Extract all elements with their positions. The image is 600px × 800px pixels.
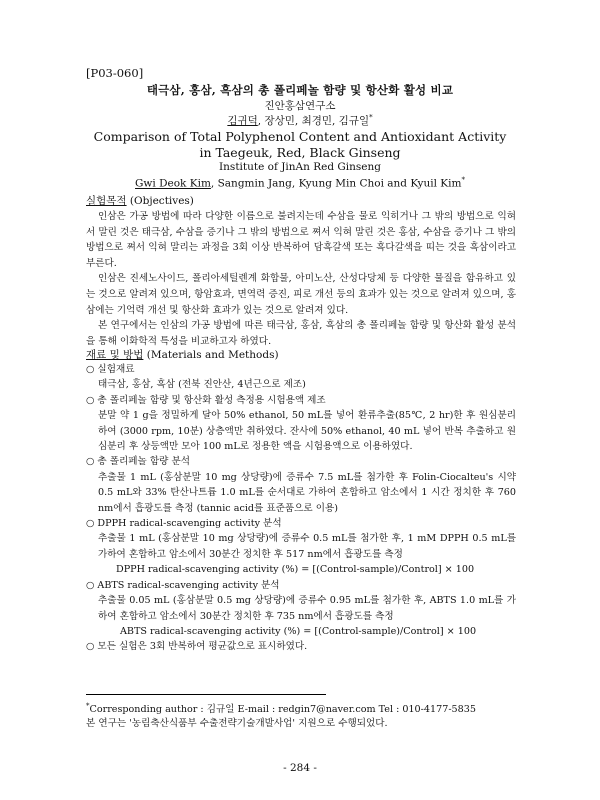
star-mark-en: * [461,176,465,184]
objectives-heading [86,193,194,208]
poster-code: [P03-060] [86,66,144,80]
method-heading: ○ ABTS radical-scavenging activity 분석 [86,579,280,591]
objectives-paragraph: 인삼은 진세노사이드, 폴리아세틸렌계 화합물, 아미노산, 산성다당체 등 다양한 물질을 함유하고 있는 것으로 알려져 있으며, 항암효과, 면역력 증진, 피로 개선 등의 효과가 있는 것으로 알려져 있으며, 홍삼에는 기억력 개선 및 항산화 효과가 있는 것으로 알려져 있다. [86,273,516,316]
methods-title-en: (Materials and Methods) [143,349,279,361]
objectives-title-en: (Objectives) [126,195,194,207]
corresponding-author-en: Gwi Deok Kim [135,177,211,190]
footnote-line1: Corresponding author : 김규일 E-mail : redgin7@naver.com Tel : 010-4177-5835 [89,704,476,716]
method-heading: ○ 모든 실험은 3회 반복하여 평균값으로 표시하였다. [86,641,308,653]
footnote-rule [86,694,326,695]
objectives-title-ko: 실험목적 [86,195,127,207]
authors-english [0,176,600,190]
title-english-line1: Comparison of Total Polyphenol Content and Antioxidant Activity [93,129,507,144]
method-heading: ○ DPPH radical-scavenging activity 분석 [86,518,282,530]
objectives-body [86,209,516,349]
title-english-line2: in Taegeuk, Red, Black Ginseng [199,145,401,160]
methods-title-ko: 재료 및 방법 [86,349,144,361]
footnote-corresponding [86,699,526,717]
method-body: 태극삼, 홍삼, 흑삼 (전북 진안산, 4년근으로 제조) [98,379,306,391]
authors-en-rest: , Sangmin Jang, Kyung Min Choi and Kyuil Kim [210,177,462,190]
method-formula: ABTS radical-scavenging activity (%) = [(Control-sample)/Control] × 100 [120,625,477,637]
method-heading: ○ 총 폴리페놀 함량 및 항산화 활성 측정용 시험용액 제조 [86,394,326,406]
footnote [86,699,526,731]
affiliation-korean: 진안홍삼연구소 [264,100,336,112]
footnote-funding: 본 연구는 '농림축산식품부 수출전략기술개발사업' 지원으로 수행되었다. [86,718,388,730]
method-formula: DPPH radical-scavenging activity (%) = [(Control-sample)/Control] × 100 [116,564,475,576]
affiliation-english: Institute of JinAn Red Ginseng [219,161,381,173]
title-korean: 태극삼, 홍삼, 흑삼의 총 폴리페놀 함량 및 항산화 활성 비교 [146,83,454,97]
method-body: 추출물 1 mL (홍삼분말 10 mg 상당량)에 증류수 7.5 mL를 첨가한 후 Folin-Ciocalteu's 시약 0.5 mL와 33% 탄산나트륨 1.0 mL를 순서대로 가하여 혼합하고 암소에서 1 시간 정치한 후 760 nm에서 흡광도를 측정 (tannic acid를 표준품으로 이용) [98,471,516,514]
methods-list [86,362,516,655]
footnote-star: * [86,702,90,710]
authors-ko-rest: , 장상민, 최경민, 김규일 [257,115,370,127]
method-body: 추출물 1 mL (홍삼분말 10 mg 상당량)에 증류수 0.5 mL를 첨가한 후, 1 mM DPPH 0.5 mL를 가하여 혼합하고 암소에서 30분간 정치한 후 517 nm에서 흡광도를 측정 [98,533,516,560]
objectives-paragraph: 본 연구에서는 인삼의 가공 방법에 따른 태극삼, 홍삼, 흑삼의 총 폴리페놀 함량 및 항산화 활성 분석을 통해 이화학적 특성을 비교하고자 하였다. [86,320,516,347]
method-heading: ○ 총 폴리페놀 함량 분석 [86,456,190,468]
corresponding-author-ko: 김귀덕 [227,115,258,127]
method-body: 분말 약 1 g을 정밀하게 달아 50% ethanol, 50 mL를 넣어 환류추출(85℃, 2 hr)한 후 원심분리하여 (3000 rpm, 10분) 상층액만 취하였다. 잔사에 50% ethanol, 40 mL 넣어 반복 추출하고 원심분리 후 상등액만 모아 100 mL로 정용한 액을 시험용액으로 이용하였다. [98,410,516,453]
methods-heading [86,347,279,362]
star-mark: * [369,113,373,122]
method-heading: ○ 실험재료 [86,364,135,375]
authors-korean [0,113,600,128]
method-body: 추출물 0.05 mL (홍삼분말 0.5 mg 상당량)에 증류수 0.95 mL를 첨가한 후, ABTS 1.0 mL를 가하여 혼합하고 암소에서 30분간 정치한 후 735 nm에서 흡광도를 측정 [98,595,516,622]
objectives-paragraph: 인삼은 가공 방법에 따라 다양한 이름으로 불려지는데 수삼을 물로 익히거나 그 밖의 방법으로 익혀서 말린 것은 태극삼, 수삼을 증기나 그 밖의 방법으로 쪄서 익혀 말린 것은 홍삼, 수삼을 증기나 그 밖의 방법으로 쪄서 익혀 말리는 과정을 3회 이상 반복하여 담흑갈색 또는 흑다갈색을 띠는 것을 흑삼이라고 부른다. [86,211,516,269]
page-number: - 284 - [283,762,317,774]
